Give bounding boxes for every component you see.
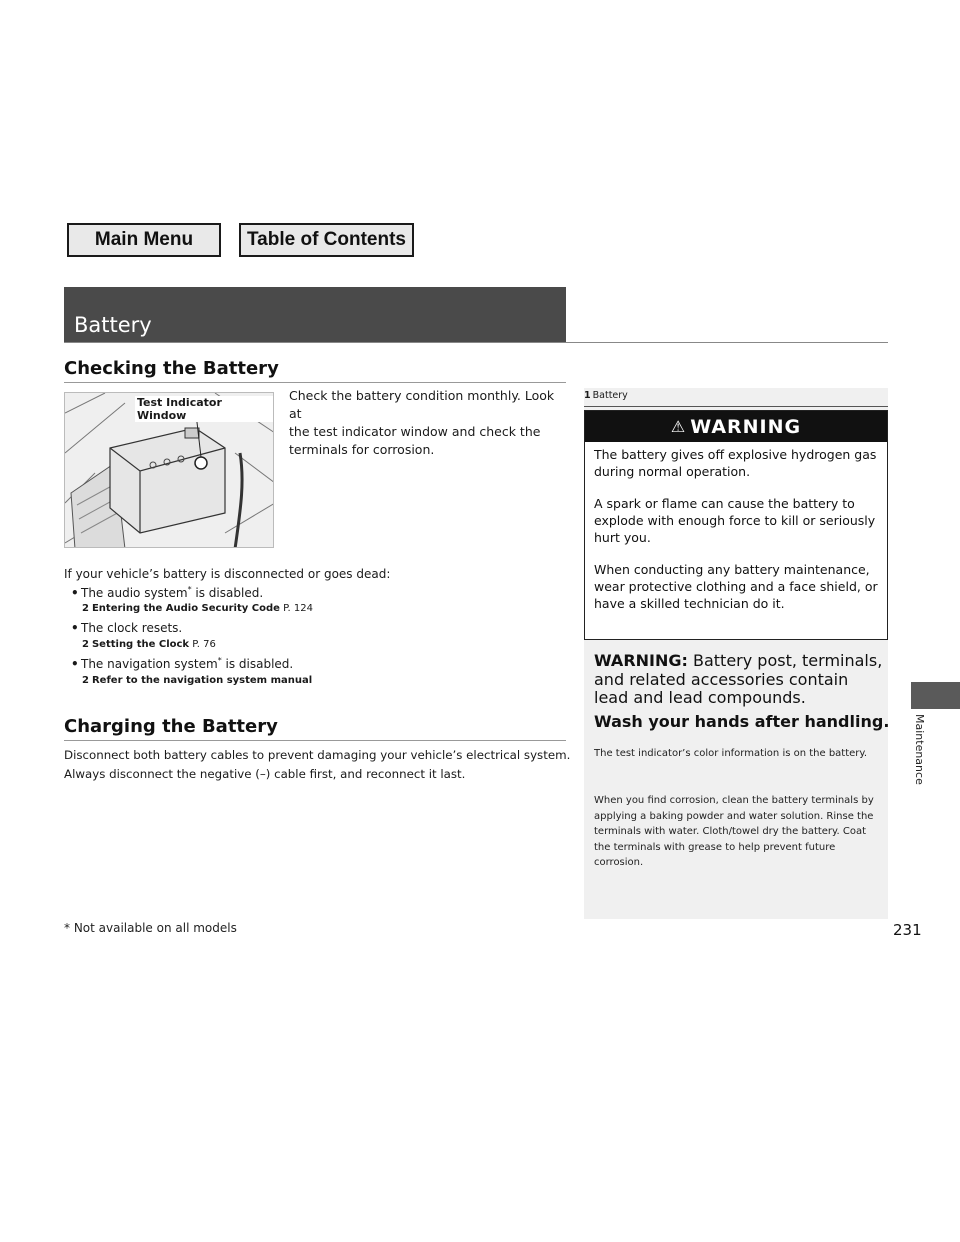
warning-header bbox=[585, 411, 887, 442]
list-item bbox=[71, 585, 263, 600]
reference-page: P. 124 bbox=[279, 603, 313, 614]
reference-arrow-icon: 2 bbox=[82, 675, 89, 686]
main-menu-button[interactable]: Main Menu bbox=[67, 223, 221, 257]
charging-text-line: Disconnect both battery cables to prevent damaging your vehicle’s electrical system. bbox=[64, 748, 571, 762]
page-number: 231 bbox=[893, 921, 922, 939]
intro-line: terminals for corrosion. bbox=[289, 442, 435, 457]
footnote: * Not available on all models bbox=[64, 921, 237, 935]
bullet-mark: • bbox=[71, 586, 79, 600]
title-rule bbox=[64, 342, 888, 343]
cross-reference-link[interactable] bbox=[82, 603, 313, 614]
charging-text-line: Always disconnect the negative (–) cable first, and reconnect it last. bbox=[64, 767, 466, 781]
bullet-mark: • bbox=[71, 657, 79, 671]
footnote-star: * bbox=[217, 656, 222, 665]
side-note-title: Battery bbox=[592, 390, 628, 401]
section-tab-text: Maintenance bbox=[913, 714, 926, 785]
table-of-contents-button[interactable]: Table of Contents bbox=[239, 223, 414, 257]
side-note-heading bbox=[584, 390, 628, 401]
warning-paragraph: When conducting any battery maintenance, wear protective clothing and a face shield, or have a skilled technician do it. bbox=[594, 562, 878, 611]
section-rule bbox=[64, 740, 566, 741]
intro-line: the test indicator window and check the bbox=[289, 424, 541, 439]
side-note-rule bbox=[584, 406, 888, 407]
lead-warning-body: Battery post, terminals, and related accessories contain lead and lead compounds. bbox=[594, 651, 883, 707]
lead-warning-label: WARNING: bbox=[594, 651, 688, 670]
warning-triangle-icon: ⚠ bbox=[670, 417, 687, 436]
page-title-bar bbox=[64, 287, 566, 342]
section-heading-checking: Checking the Battery bbox=[64, 358, 279, 379]
reference-title: Refer to the navigation system manual bbox=[91, 675, 313, 686]
test-indicator-label: Test Indicator Window bbox=[135, 396, 273, 422]
warning-box bbox=[584, 410, 888, 640]
section-tab-label bbox=[914, 714, 928, 794]
cross-reference-link[interactable] bbox=[82, 639, 216, 650]
warning-paragraph: The battery gives off explosive hydrogen gas during normal operation. bbox=[594, 447, 877, 479]
bullet-text: The audio system bbox=[81, 586, 188, 600]
intro-line: Check the battery condition monthly. Look at bbox=[289, 388, 555, 421]
bullet-text: The navigation system bbox=[81, 657, 218, 671]
footnote-star: * bbox=[187, 585, 192, 594]
reference-title: Entering the Audio Security Code bbox=[91, 603, 280, 614]
lead-warning-text bbox=[594, 652, 884, 708]
bullet-text: is disabled. bbox=[191, 586, 264, 600]
bullet-text: is disabled. bbox=[221, 657, 294, 671]
reference-title: Setting the Clock bbox=[91, 639, 190, 650]
section-rule bbox=[64, 382, 566, 383]
wash-hands-text: Wash your hands after handling. bbox=[594, 712, 890, 731]
section-heading-charging: Charging the Battery bbox=[64, 716, 278, 737]
reference-page: P. 76 bbox=[189, 639, 216, 650]
intro-text bbox=[289, 387, 569, 459]
section-tab-marker[interactable] bbox=[911, 682, 960, 709]
bullet-mark: • bbox=[71, 621, 79, 635]
list-item bbox=[71, 621, 182, 635]
page-title: Battery bbox=[74, 313, 152, 337]
side-note-paragraph: When you find corrosion, clean the battery terminals by applying a baking powder and water solution. Rinse the terminals with water. Cloth/towel dry the battery. Coat the terminals with grease to help prevent future corrosion. bbox=[594, 795, 874, 868]
note-mark-icon: 1 bbox=[584, 390, 591, 401]
reference-arrow-icon: 2 bbox=[82, 639, 89, 650]
reference-arrow-icon: 2 bbox=[82, 603, 89, 614]
warning-paragraph: A spark or flame can cause the battery to explode with enough force to kill or seriously hurt you. bbox=[594, 496, 876, 545]
warning-title: WARNING bbox=[690, 415, 802, 438]
battery-illustration bbox=[64, 392, 274, 548]
side-note-paragraph: The test indicator’s color information is on the battery. bbox=[594, 748, 868, 759]
list-item bbox=[71, 656, 293, 671]
cross-reference-link[interactable] bbox=[82, 675, 312, 686]
bullet-text: The clock resets. bbox=[81, 621, 183, 635]
disconnect-text: If your vehicle’s battery is disconnected or goes dead: bbox=[64, 567, 391, 581]
